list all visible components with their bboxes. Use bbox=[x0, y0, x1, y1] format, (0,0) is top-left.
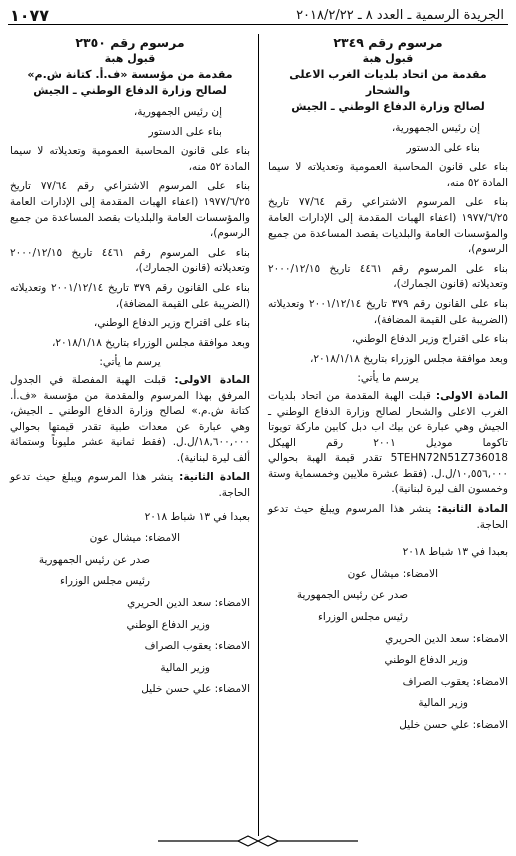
preamble-line: بناء على قانون المحاسبة العمومية وتعديلاته لا سيما المادة ٥٢ منه، bbox=[10, 145, 250, 173]
preamble-line: بناء على القانون رقم ٣٧٩ تاريخ ٢٠٠١/١٢/١٤ وتعديلاته (الضريبة على القيمة المضافة)، bbox=[10, 281, 250, 310]
signature-line: وزير الدفاع الوطني bbox=[126, 618, 210, 631]
article-1 bbox=[10, 373, 250, 467]
signature-line: الامضاء: ميشال عون bbox=[347, 567, 438, 580]
article-text: ينشر هذا المرسوم ويبلغ حيث تدعو الحاجة. bbox=[10, 471, 250, 500]
signature-line: صدر عن رئيس الجمهورية bbox=[296, 589, 408, 602]
signature-line: الامضاء: سعد الدين الحريري bbox=[385, 632, 508, 645]
decree-date: بعبدا في ١٣ شباط ٢٠١٨ bbox=[402, 546, 508, 559]
signature-line: وزير الدفاع الوطني bbox=[384, 654, 468, 667]
preamble-line: بناء على الدستور bbox=[406, 141, 480, 154]
article-label: المادة الاولى: bbox=[174, 373, 250, 386]
signature-line: الامضاء: يعقوب الصراف bbox=[144, 640, 250, 653]
preamble-line: بناء على الدستور bbox=[148, 125, 222, 138]
decree-2349-column bbox=[268, 34, 508, 740]
decree-heading: مقدمة من اتحاد بلديات الغرب الاعلى والشحار bbox=[289, 68, 487, 97]
signature-line: الامضاء: ميشال عون bbox=[89, 532, 180, 545]
decree-2350-column bbox=[10, 34, 250, 704]
signature-line: رئيس مجلس الوزراء bbox=[317, 611, 408, 624]
decree-title: مرسوم رقم ٢٣٥٠ bbox=[75, 35, 185, 50]
article-text: ينشر هذا المرسوم ويبلغ حيث تدعو الحاجة. bbox=[268, 503, 508, 531]
signature-line: وزير المالية bbox=[418, 697, 468, 710]
decree-subtitle: قبول هبة bbox=[104, 52, 156, 65]
article-label: المادة الاولى: bbox=[435, 389, 508, 402]
preamble-line: إن رئيس الجمهورية، bbox=[391, 122, 480, 134]
header-rule bbox=[8, 24, 508, 25]
signature-line: الامضاء: علي حسن خليل bbox=[399, 719, 508, 731]
preamble-line: بناء على القانون رقم ٣٧٩ تاريخ ٢٠٠١/١٢/١٤ وتعديلاته (الضريبة على القيمة المضافة)، bbox=[268, 297, 508, 326]
article-text: قبلت الهبة المفصلة في الجدول المرفق بهذا المرسوم والمقدمة من مؤسسة «ف.أ. كتانة ش.م.» لصالح وزارة الدفاع الوطني ـ الجيش، وهي عبارة عن معدات طبية تقدر قيمتها بحوالي ١٨,٦٠٠,٠٠٠/ل.ل. (فقط ثمانية عشر مليوناً وستمائة ألف ليرة لبنانية). bbox=[10, 373, 250, 464]
preamble-line: وبعد موافقة مجلس الوزراء بتاريخ ٢٠١٨/١/١٨، bbox=[52, 336, 250, 349]
preamble-line: بناء على اقتراح وزير الدفاع الوطني، bbox=[351, 333, 508, 346]
preamble-line: بناء على قانون المحاسبة العمومية وتعديلاته لا سيما المادة ٥٢ منه، bbox=[268, 161, 508, 189]
signature-line: الامضاء: علي حسن خليل bbox=[141, 683, 250, 696]
decree-formula: يرسم ما يأتي: bbox=[357, 372, 419, 385]
signature-line: الامضاء: يعقوب الصراف bbox=[402, 675, 508, 688]
preamble-line: وبعد موافقة مجلس الوزراء بتاريخ ٢٠١٨/١/١٨، bbox=[310, 352, 508, 365]
article-text: قبلت الهبة المقدمة من اتحاد بلديات الغرب الاعلى والشحار لصالح وزارة الدفاع الوطني ـ الجيش وهي عبارة عن بيك اب دبل كابين ماركة تويوتا تاكوما موديل ٢٠٠١ رقم الهيكل 5TEHN72N51Z736018 تقدر قيمة الهبة بحوالي ١٠,٥٥٦,٠٠٠/ل.ل. (فقط عشرة ملايين وخمسماية وستة وخمسون الف ليرة لبنانية). bbox=[268, 389, 508, 496]
preamble-line: إن رئيس الجمهورية، bbox=[133, 106, 222, 118]
preamble-line: بناء على المرسوم الاشتراعي رقم ٧٧/٦٤ تاريخ ١٩٧٧/٦/٢٥ (اعفاء الهبات المقدمة إلى الإدارات العامة والمؤسسات العامة والبلديات بقصد المساعدة من جميع الرسوم)، bbox=[268, 196, 508, 256]
preamble-line: بناء على المرسوم رقم ٤٤٦١ تاريخ ٢٠٠٠/١٢/١٥ وتعديلاته (قانون الجمارك)، bbox=[268, 262, 508, 291]
column-divider bbox=[258, 34, 259, 836]
footer-ornament-icon bbox=[158, 834, 358, 848]
signature-line: وزير المالية bbox=[160, 661, 210, 674]
gazette-title: الجريدة الرسمية ـ العدد ٨ ـ ٢٠١٨/٢/٢٢ bbox=[296, 8, 504, 23]
signature-line: صدر عن رئيس الجمهورية bbox=[38, 553, 150, 566]
decree-heading: مقدمة من مؤسسة «ف.أ. كتانة ش.م» bbox=[27, 68, 233, 81]
preamble-line: بناء على المرسوم رقم ٤٤٦١ تاريخ ٢٠٠٠/١٢/١٥ وتعديلاته (قانون الجمارك)، bbox=[10, 246, 250, 275]
page-number: ١٠٧٧ bbox=[10, 6, 50, 25]
decree-title: مرسوم رقم ٢٣٤٩ bbox=[333, 35, 443, 50]
article-2 bbox=[10, 470, 250, 501]
preamble-line: بناء على المرسوم الاشتراعي رقم ٧٧/٦٤ تاريخ ١٩٧٧/٦/٢٥ (اعفاء الهبات المقدمة إلى الإدارات العامة والمؤسسات العامة والبلديات بقصد المساعدة من جميع الرسوم)، bbox=[10, 180, 250, 240]
article-label: المادة الثانية: bbox=[179, 471, 250, 484]
article-label: المادة الثانية: bbox=[437, 503, 508, 516]
preamble-line: بناء على اقتراح وزير الدفاع الوطني، bbox=[93, 317, 250, 330]
article-1 bbox=[268, 389, 508, 498]
decree-heading: لصالح وزارة الدفاع الوطني ـ الجيش bbox=[33, 84, 227, 97]
decree-formula: يرسم ما يأتي: bbox=[99, 356, 161, 369]
decree-subtitle: قبول هبة bbox=[362, 52, 414, 65]
signature-line: رئيس مجلس الوزراء bbox=[59, 575, 150, 588]
decree-heading: لصالح وزارة الدفاع الوطني ـ الجيش bbox=[291, 100, 485, 113]
article-2 bbox=[268, 502, 508, 533]
decree-date: بعبدا في ١٣ شباط ٢٠١٨ bbox=[144, 510, 250, 523]
signature-line: الامضاء: سعد الدين الحريري bbox=[127, 597, 250, 610]
